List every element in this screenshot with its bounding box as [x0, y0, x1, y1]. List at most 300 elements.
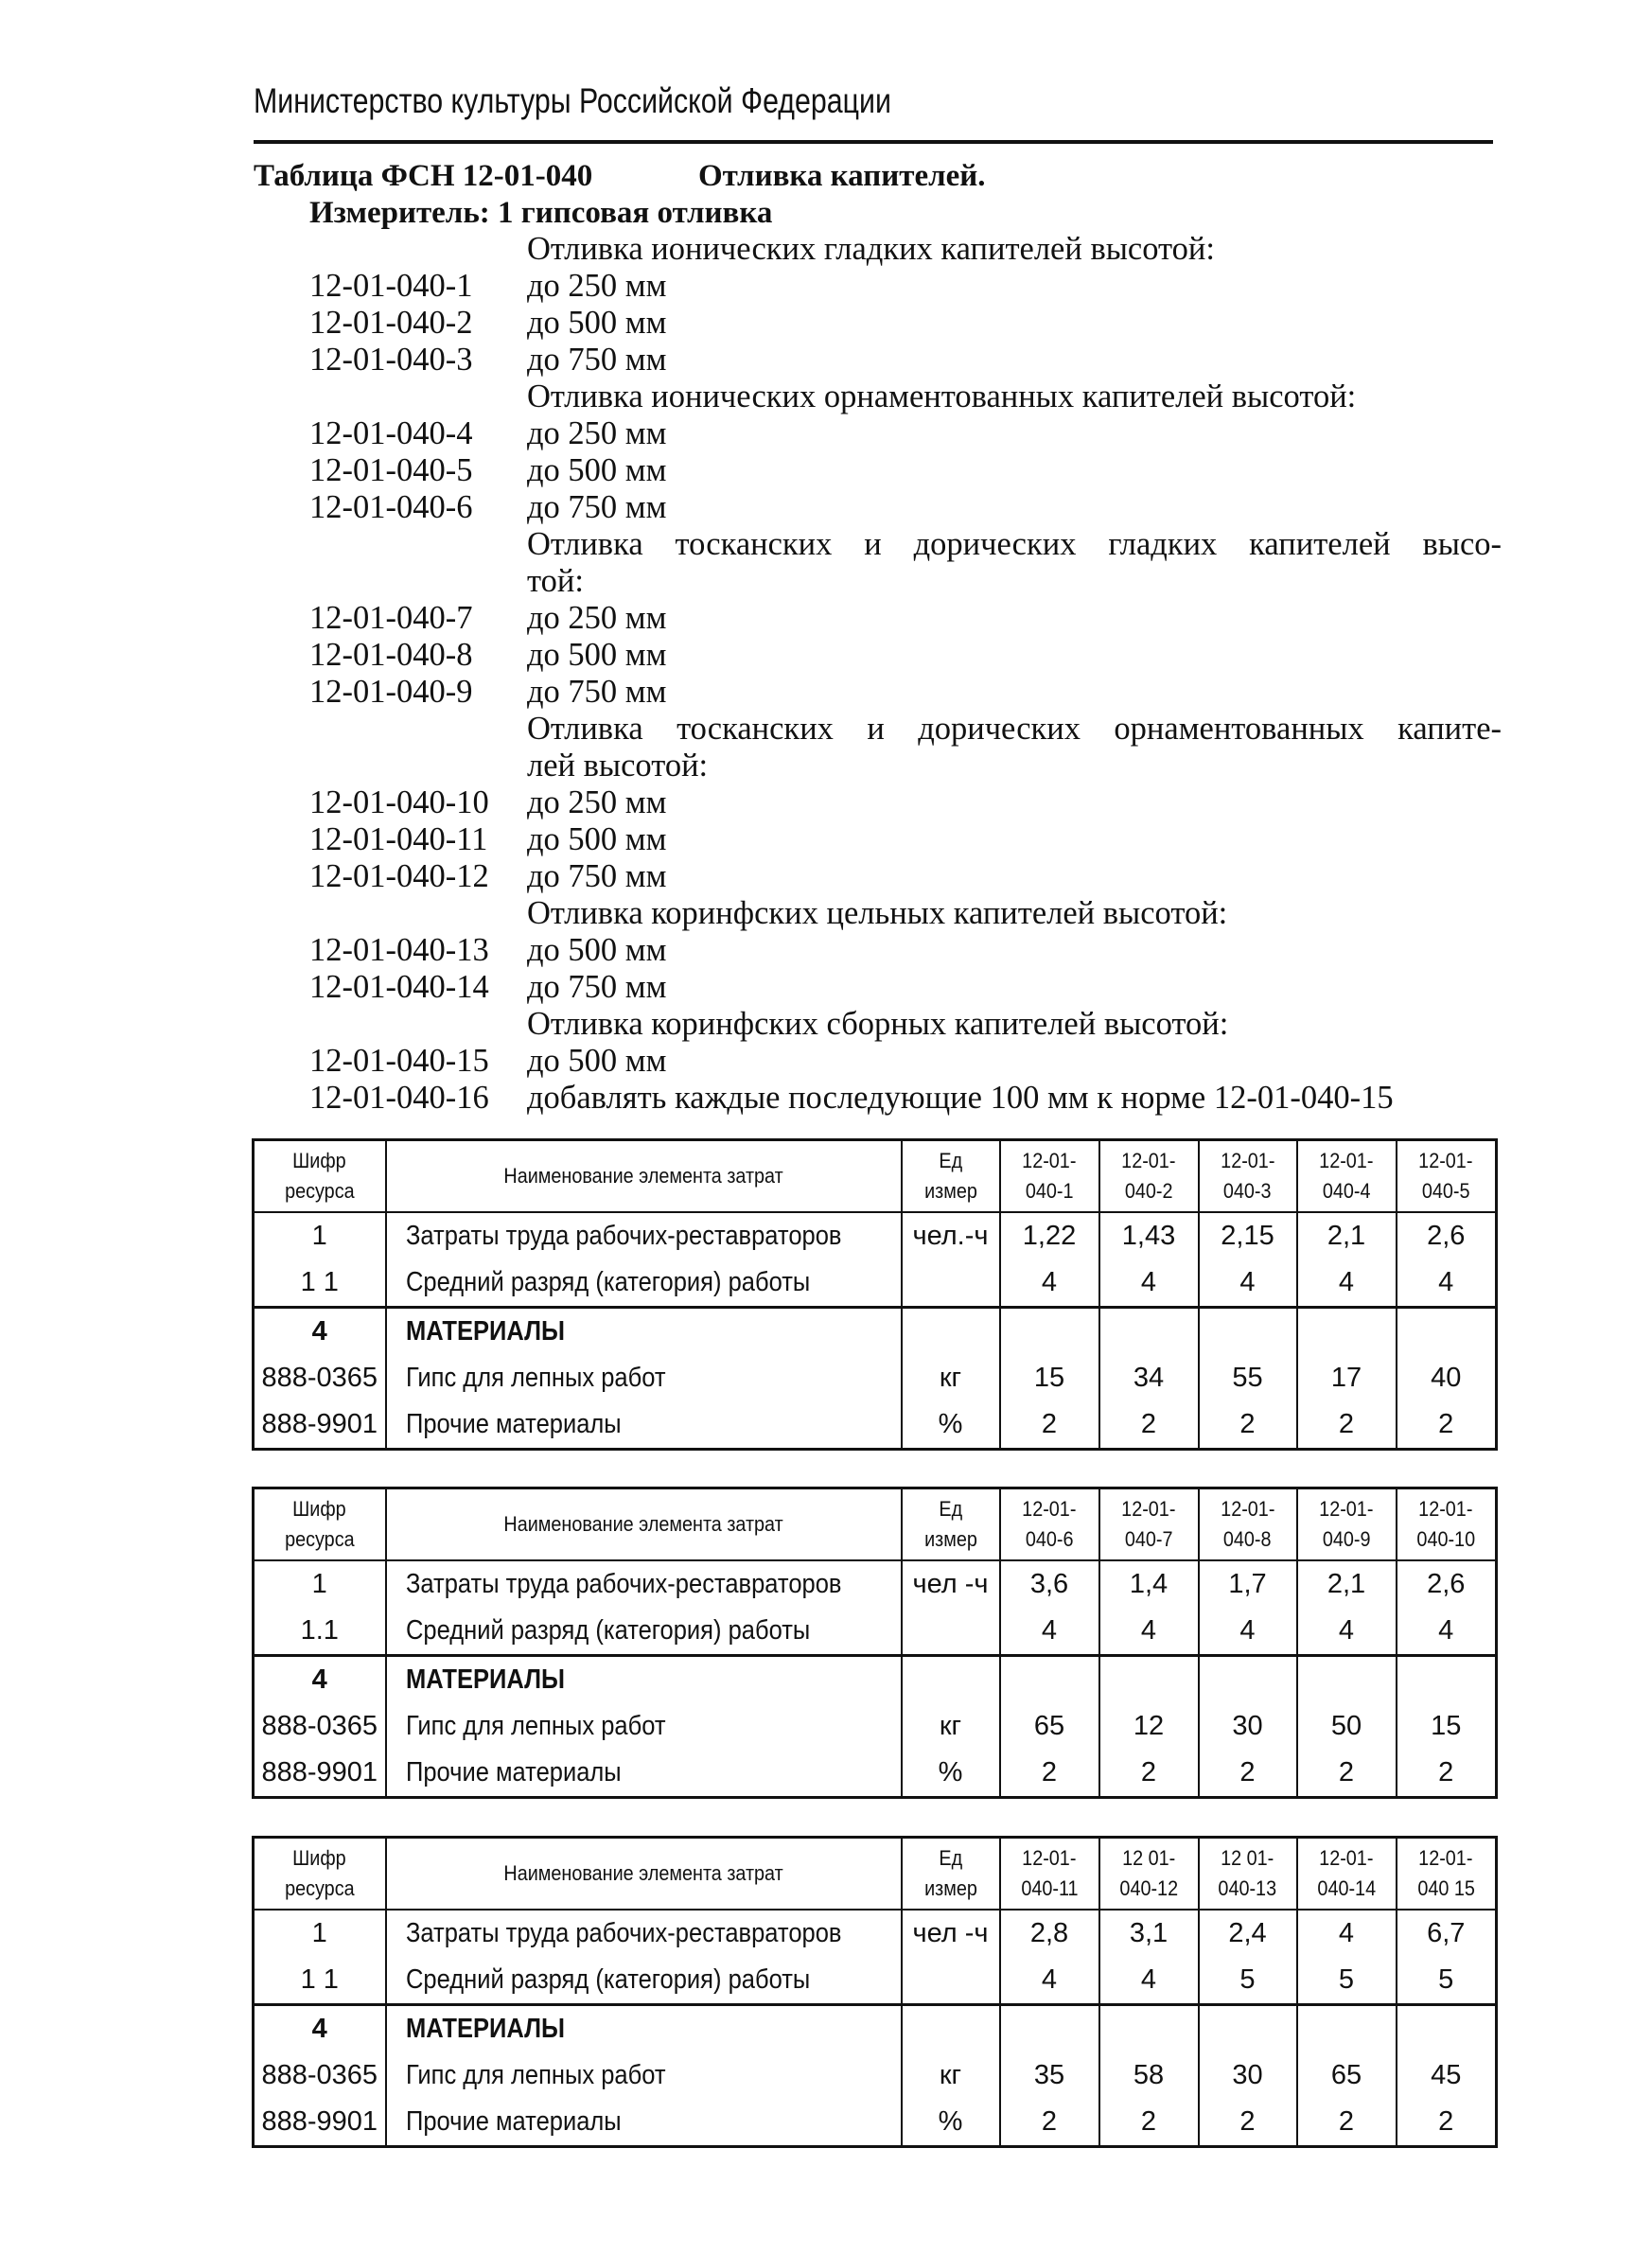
- cell-value: 2,6: [1397, 1560, 1497, 1608]
- text-label: той:: [527, 563, 584, 599]
- text-label: 12 01-: [1121, 1846, 1176, 1870]
- cell-value: 1,4: [1099, 1560, 1199, 1608]
- spec-line: [309, 748, 1502, 784]
- cell-value: [1199, 2005, 1297, 2053]
- text-label: Гипс для лепных работ: [405, 1711, 666, 1741]
- cell-value: 2,1: [1297, 1212, 1397, 1259]
- text-label: МАТЕРИАЛЫ: [405, 1316, 565, 1347]
- spec-line: [309, 415, 1502, 452]
- text-label: ресурса: [284, 1876, 355, 1900]
- spec-code: [309, 1006, 527, 1043]
- text-label: Отливка тосканских и дорических гладких капителей высо-: [527, 526, 1502, 562]
- resource-table-3: [252, 1836, 1498, 2148]
- spec-code: [309, 563, 527, 600]
- cell-name: [386, 1703, 902, 1750]
- text-label: 040-14: [1317, 1876, 1376, 1900]
- spec-line: [309, 563, 1502, 600]
- text-label: до 250 мм: [527, 415, 667, 451]
- text-label: 12-01-: [1121, 1149, 1176, 1172]
- cell-value: 4: [1297, 1259, 1397, 1308]
- text-label: 040-9: [1322, 1527, 1371, 1551]
- spec-code: [309, 748, 527, 784]
- table-row: [254, 1212, 1497, 1259]
- text-label: до 500 мм: [527, 821, 667, 857]
- text-label: до 750 мм: [527, 969, 667, 1005]
- table-row: [254, 1560, 1497, 1608]
- text-label: ресурса: [284, 1527, 355, 1551]
- text-label: 040-7: [1124, 1527, 1173, 1551]
- table-row: [254, 2005, 1497, 2053]
- spec-code: 12-01-040-14: [309, 969, 489, 1005]
- text-label: до 500 мм: [527, 932, 667, 968]
- text-label: измер: [923, 1876, 977, 1900]
- spec-line: [309, 452, 1502, 489]
- table-row: [254, 2099, 1497, 2147]
- header-norm: [1000, 1488, 1099, 1561]
- spec-code: 12-01-040-1: [309, 268, 473, 304]
- text-label: 040-8: [1223, 1527, 1272, 1551]
- cell-unit: [902, 1608, 1000, 1656]
- cell-name: [386, 1656, 902, 1704]
- header-name: [386, 1838, 902, 1911]
- header-norm: [1000, 1140, 1099, 1213]
- cell-value: 65: [1000, 1703, 1099, 1750]
- cell-value: 40: [1397, 1355, 1497, 1401]
- cell-value: 4: [1297, 1608, 1397, 1656]
- header-norm: [1397, 1488, 1497, 1561]
- cell-value: 2: [1199, 1750, 1297, 1798]
- text-label: добавлять каждые последующие 100 мм к норме 12-01-040-15: [527, 1080, 1394, 1116]
- header-norm: [1199, 1488, 1297, 1561]
- header-norm: [1000, 1838, 1099, 1911]
- spec-code: 12-01-040-9: [309, 674, 473, 710]
- text-label: до 500 мм: [527, 1043, 667, 1079]
- cell-name: [386, 1308, 902, 1356]
- cell-value: 5: [1297, 1957, 1397, 2005]
- text-label: 040-1: [1025, 1179, 1074, 1203]
- cell-name: [386, 1401, 902, 1450]
- header-code: [254, 1838, 386, 1911]
- cell-unit: %: [902, 2099, 1000, 2147]
- cell-value: 4: [1397, 1259, 1497, 1308]
- text-label: до 500 мм: [527, 305, 667, 341]
- cell-unit: кг: [902, 1703, 1000, 1750]
- header-norm: [1099, 1140, 1199, 1213]
- header-code: [254, 1140, 386, 1213]
- spec-line: [309, 932, 1502, 969]
- spec-code: 12-01-040-3: [309, 342, 473, 378]
- spec-code: 12-01-040-11: [309, 821, 488, 857]
- spec-code: [309, 711, 527, 748]
- text-label: Затраты труда рабочих-реставраторов: [405, 1918, 841, 1948]
- text-label: до 750 мм: [527, 674, 667, 710]
- spec-line: [309, 1006, 1502, 1043]
- spec-line: [309, 711, 1502, 748]
- text-label: 040 15: [1416, 1876, 1475, 1900]
- cell-value: 2: [1397, 2099, 1497, 2147]
- text-label: 12-01-: [1022, 1846, 1077, 1870]
- cell-code: 4: [254, 1308, 386, 1356]
- text-label: измер: [923, 1179, 977, 1203]
- text-label: 12-01-: [1220, 1149, 1275, 1172]
- cell-value: 55: [1199, 1355, 1297, 1401]
- cell-value: 2: [1297, 1750, 1397, 1798]
- text-label: 040-6: [1025, 1527, 1074, 1551]
- spec-line: [309, 637, 1502, 674]
- table-row: [254, 1703, 1497, 1750]
- cell-name: [386, 1957, 902, 2005]
- cell-value: 4: [1297, 1910, 1397, 1957]
- cell-value: 4: [1099, 1957, 1199, 2005]
- cell-name: [386, 1355, 902, 1401]
- table-name: Отливка капителей.: [698, 159, 986, 193]
- cell-value: 2: [1397, 1401, 1497, 1450]
- text-label: МАТЕРИАЛЫ: [405, 1664, 565, 1695]
- cell-unit: чел.-ч: [902, 1212, 1000, 1259]
- text-label: Наименование элемента затрат: [503, 1164, 783, 1188]
- cell-value: 15: [1000, 1355, 1099, 1401]
- cell-code: 4: [254, 1656, 386, 1704]
- text-label: Ед: [939, 1149, 962, 1172]
- text-label: Отливка ионических гладких капителей высотой:: [527, 231, 1215, 267]
- cell-code: 1 1: [254, 1259, 386, 1308]
- text-label: до 250 мм: [527, 600, 667, 636]
- ministry-header: Министерство культуры Российской Федерации: [254, 81, 891, 120]
- cell-code: 888-9901: [254, 1401, 386, 1450]
- text-label: 040-13: [1218, 1876, 1277, 1900]
- cell-value: 4: [1000, 1259, 1099, 1308]
- spec-code: 12-01-040-15: [309, 1043, 489, 1079]
- spec-code: 12-01-040-13: [309, 932, 489, 968]
- text-label: 040-5: [1421, 1179, 1470, 1203]
- text-label: 12-01-: [1022, 1497, 1077, 1521]
- cell-unit: чел -ч: [902, 1560, 1000, 1608]
- text-label: до 750 мм: [527, 858, 667, 894]
- text-label: Наименование элемента затрат: [503, 1861, 783, 1885]
- header-norm: [1199, 1838, 1297, 1911]
- text-label: Наименование элемента затрат: [503, 1512, 783, 1536]
- text-label: до 500 мм: [527, 637, 667, 673]
- text-label: 040-3: [1223, 1179, 1272, 1203]
- cell-unit: кг: [902, 1355, 1000, 1401]
- spec-line: [309, 1080, 1502, 1117]
- cell-value: [1000, 1308, 1099, 1356]
- cell-code: 888-0365: [254, 1355, 386, 1401]
- text-label: Затраты труда рабочих-реставраторов: [405, 1569, 841, 1599]
- spec-line: [309, 305, 1502, 342]
- cell-unit: [902, 1259, 1000, 1308]
- cell-value: [1297, 2005, 1397, 2053]
- cell-name: [386, 1212, 902, 1259]
- header-name: [386, 1140, 902, 1213]
- spec-code: 12-01-040-5: [309, 452, 473, 488]
- spec-line: [309, 526, 1502, 563]
- cell-unit: [902, 2005, 1000, 2053]
- header-norm: [1199, 1140, 1297, 1213]
- text-label: 12-01-: [1022, 1149, 1077, 1172]
- cell-value: 5: [1397, 1957, 1497, 2005]
- cell-unit: %: [902, 1750, 1000, 1798]
- cell-value: 2,4: [1199, 1910, 1297, 1957]
- spec-line: [309, 379, 1502, 415]
- text-label: Отливка коринфских сборных капителей высотой:: [527, 1006, 1229, 1042]
- spec-line: [309, 489, 1502, 526]
- cell-unit: кг: [902, 2052, 1000, 2099]
- cell-value: 4: [1397, 1608, 1497, 1656]
- spec-line: [309, 231, 1502, 268]
- cell-value: [1199, 1656, 1297, 1704]
- cell-value: 2,6: [1397, 1212, 1497, 1259]
- text-label: 12-01-: [1319, 1846, 1374, 1870]
- table-row: [254, 1308, 1497, 1356]
- text-label: 040-2: [1124, 1179, 1173, 1203]
- cell-value: 30: [1199, 2052, 1297, 2099]
- cell-value: 2: [1099, 1401, 1199, 1450]
- cell-value: [1000, 2005, 1099, 2053]
- cell-name: [386, 1560, 902, 1608]
- cell-value: 4: [1199, 1608, 1297, 1656]
- cell-code: 4: [254, 2005, 386, 2053]
- text-label: Прочие материалы: [405, 1757, 622, 1787]
- cell-value: 1,7: [1199, 1560, 1297, 1608]
- spec-code: 12-01-040-8: [309, 637, 473, 673]
- text-label: Шифр: [292, 1846, 347, 1870]
- resource-table-2: [252, 1487, 1498, 1799]
- text-label: ресурса: [284, 1179, 355, 1203]
- cell-code: 888-9901: [254, 1750, 386, 1798]
- cell-value: [1297, 1656, 1397, 1704]
- text-label: 12-01-: [1319, 1497, 1374, 1521]
- cell-value: 6,7: [1397, 1910, 1497, 1957]
- cell-value: [1297, 1308, 1397, 1356]
- spec-code: [309, 895, 527, 932]
- spec-line: [309, 784, 1502, 821]
- cell-value: 4: [1000, 1608, 1099, 1656]
- text-label: 040-10: [1416, 1527, 1476, 1551]
- spec-code: 12-01-040-7: [309, 600, 473, 636]
- table-code: Таблица ФСН 12-01-040: [254, 159, 593, 193]
- text-label: МАТЕРИАЛЫ: [405, 2014, 565, 2044]
- table-row: [254, 2052, 1497, 2099]
- text-label: Затраты труда рабочих-реставраторов: [405, 1221, 841, 1251]
- cell-value: 50: [1297, 1703, 1397, 1750]
- cell-value: 2: [1297, 1401, 1397, 1450]
- spec-code: [309, 379, 527, 415]
- text-label: 12-01-: [1121, 1497, 1176, 1521]
- spec-line: [309, 821, 1502, 858]
- header-unit: [902, 1140, 1000, 1213]
- cell-code: 1 1: [254, 1957, 386, 2005]
- cell-value: 1,22: [1000, 1212, 1099, 1259]
- table-row: [254, 1608, 1497, 1656]
- text-label: до 750 мм: [527, 489, 667, 525]
- cell-value: 2: [1099, 2099, 1199, 2147]
- table-row: [254, 1401, 1497, 1450]
- cell-value: 2: [1000, 1750, 1099, 1798]
- cell-value: 2: [1000, 2099, 1099, 2147]
- text-label: 12 01-: [1221, 1846, 1274, 1870]
- text-label: 12-01-: [1418, 1497, 1473, 1521]
- text-label: 12-01-: [1418, 1149, 1473, 1172]
- spec-line: [309, 969, 1502, 1006]
- cell-value: 35: [1000, 2052, 1099, 2099]
- cell-value: 2,8: [1000, 1910, 1099, 1957]
- resource-table-1: [252, 1138, 1498, 1451]
- header-norm: [1297, 1488, 1397, 1561]
- table-row: [254, 1750, 1497, 1798]
- cell-name: [386, 1750, 902, 1798]
- spec-line: [309, 674, 1502, 711]
- spec-code: 12-01-040-10: [309, 784, 489, 820]
- spec-code: 12-01-040-2: [309, 305, 473, 341]
- cell-value: [1199, 1308, 1297, 1356]
- text-label: Шифр: [292, 1497, 347, 1521]
- cell-name: [386, 2099, 902, 2147]
- cell-name: [386, 2005, 902, 2053]
- text-label: Отливка коринфских цельных капителей высотой:: [527, 895, 1228, 931]
- cell-value: 30: [1199, 1703, 1297, 1750]
- cell-value: 2: [1199, 2099, 1297, 2147]
- cell-value: 2: [1099, 1750, 1199, 1798]
- text-label: Средний разряд (категория) работы: [405, 1964, 810, 1995]
- cell-value: 4: [1000, 1957, 1099, 2005]
- spec-code: 12-01-040-16: [309, 1080, 489, 1116]
- text-label: до 250 мм: [527, 268, 667, 304]
- header-unit: [902, 1838, 1000, 1911]
- spec-code: 12-01-040-12: [309, 858, 489, 894]
- spec-code: [309, 231, 527, 268]
- header-name: [386, 1488, 902, 1561]
- spec-line: [309, 858, 1502, 895]
- cell-value: 2: [1199, 1401, 1297, 1450]
- cell-name: [386, 1608, 902, 1656]
- text-label: 12-01-: [1319, 1149, 1374, 1172]
- spec-code: 12-01-040-4: [309, 415, 473, 451]
- cell-value: 4: [1099, 1608, 1199, 1656]
- cell-code: 888-9901: [254, 2099, 386, 2147]
- text-label: Прочие материалы: [405, 1409, 622, 1439]
- text-label: Отливка тосканских и дорических орнаментованных капите-: [527, 711, 1502, 747]
- text-label: Гипс для лепных работ: [405, 2060, 666, 2090]
- cell-value: [1397, 1656, 1497, 1704]
- cell-value: 45: [1397, 2052, 1497, 2099]
- cell-code: 1: [254, 1212, 386, 1259]
- text-label: до 750 мм: [527, 342, 667, 378]
- cell-value: 2,1: [1297, 1560, 1397, 1608]
- text-label: Средний разряд (категория) работы: [405, 1267, 810, 1297]
- table-header-row: [254, 1140, 1497, 1213]
- cell-unit: чел -ч: [902, 1910, 1000, 1957]
- text-label: лей высотой:: [527, 748, 709, 784]
- table-row: [254, 1355, 1497, 1401]
- cell-value: 2,15: [1199, 1212, 1297, 1259]
- cell-value: [1397, 1308, 1497, 1356]
- cell-code: 1: [254, 1910, 386, 1957]
- text-label: 040-11: [1020, 1876, 1079, 1900]
- cell-value: 17: [1297, 1355, 1397, 1401]
- header-norm: [1099, 1838, 1199, 1911]
- table-header-row: [254, 1488, 1497, 1561]
- cell-value: 3,1: [1099, 1910, 1199, 1957]
- header-norm: [1099, 1488, 1199, 1561]
- text-label: измер: [923, 1527, 977, 1551]
- cell-value: 4: [1099, 1259, 1199, 1308]
- cell-value: [1397, 2005, 1497, 2053]
- table-row: [254, 1656, 1497, 1704]
- cell-code: 1.1: [254, 1608, 386, 1656]
- cell-value: [1000, 1656, 1099, 1704]
- text-label: 12-01-: [1220, 1497, 1275, 1521]
- cell-value: [1099, 1308, 1199, 1356]
- cell-value: 2: [1297, 2099, 1397, 2147]
- text-label: Прочие материалы: [405, 2106, 622, 2137]
- spec-line: [309, 1043, 1502, 1080]
- spec-line: [309, 268, 1502, 305]
- table-row: [254, 1259, 1497, 1308]
- text-label: Средний разряд (категория) работы: [405, 1615, 810, 1646]
- cell-value: 2: [1397, 1750, 1497, 1798]
- text-label: до 500 мм: [527, 452, 667, 488]
- cell-value: 12: [1099, 1703, 1199, 1750]
- cell-unit: [902, 1308, 1000, 1356]
- text-label: до 250 мм: [527, 784, 667, 820]
- text-label: Шифр: [292, 1149, 347, 1172]
- cell-value: 58: [1099, 2052, 1199, 2099]
- header-norm: [1297, 1838, 1397, 1911]
- text-label: Ед: [939, 1497, 962, 1521]
- text-label: 040-12: [1119, 1876, 1178, 1900]
- cell-value: [1099, 1656, 1199, 1704]
- cell-code: 1: [254, 1560, 386, 1608]
- cell-name: [386, 1259, 902, 1308]
- header-unit: [902, 1488, 1000, 1561]
- header-norm: [1297, 1140, 1397, 1213]
- cell-value: 34: [1099, 1355, 1199, 1401]
- text-label: 12-01-: [1418, 1846, 1473, 1870]
- spec-line: [309, 342, 1502, 379]
- cell-value: 4: [1199, 1259, 1297, 1308]
- text-label: Отливка ионических орнаментованных капителей высотой:: [527, 379, 1357, 414]
- spec-list: [309, 231, 1502, 1117]
- cell-name: [386, 2052, 902, 2099]
- cell-value: 65: [1297, 2052, 1397, 2099]
- cell-value: 15: [1397, 1703, 1497, 1750]
- cell-unit: %: [902, 1401, 1000, 1450]
- cell-value: 2: [1000, 1401, 1099, 1450]
- cell-unit: [902, 1656, 1000, 1704]
- text-label: Ед: [939, 1846, 962, 1870]
- cell-value: 3,6: [1000, 1560, 1099, 1608]
- cell-code: 888-0365: [254, 2052, 386, 2099]
- table-header-row: [254, 1838, 1497, 1911]
- table-meter: Измеритель: 1 гипсовая отливка: [309, 196, 773, 230]
- spec-line: [309, 895, 1502, 932]
- cell-name: [386, 1910, 902, 1957]
- cell-value: 5: [1199, 1957, 1297, 2005]
- table-row: [254, 1910, 1497, 1957]
- spec-code: [309, 526, 527, 563]
- spec-line: [309, 600, 1502, 637]
- header-norm: [1397, 1838, 1497, 1911]
- text-label: Гипс для лепных работ: [405, 1363, 666, 1393]
- cell-value: [1099, 2005, 1199, 2053]
- cell-value: 1,43: [1099, 1212, 1199, 1259]
- table-row: [254, 1957, 1497, 2005]
- cell-code: 888-0365: [254, 1703, 386, 1750]
- table-title: [254, 159, 986, 194]
- cell-unit: [902, 1957, 1000, 2005]
- text-label: 040-4: [1322, 1179, 1371, 1203]
